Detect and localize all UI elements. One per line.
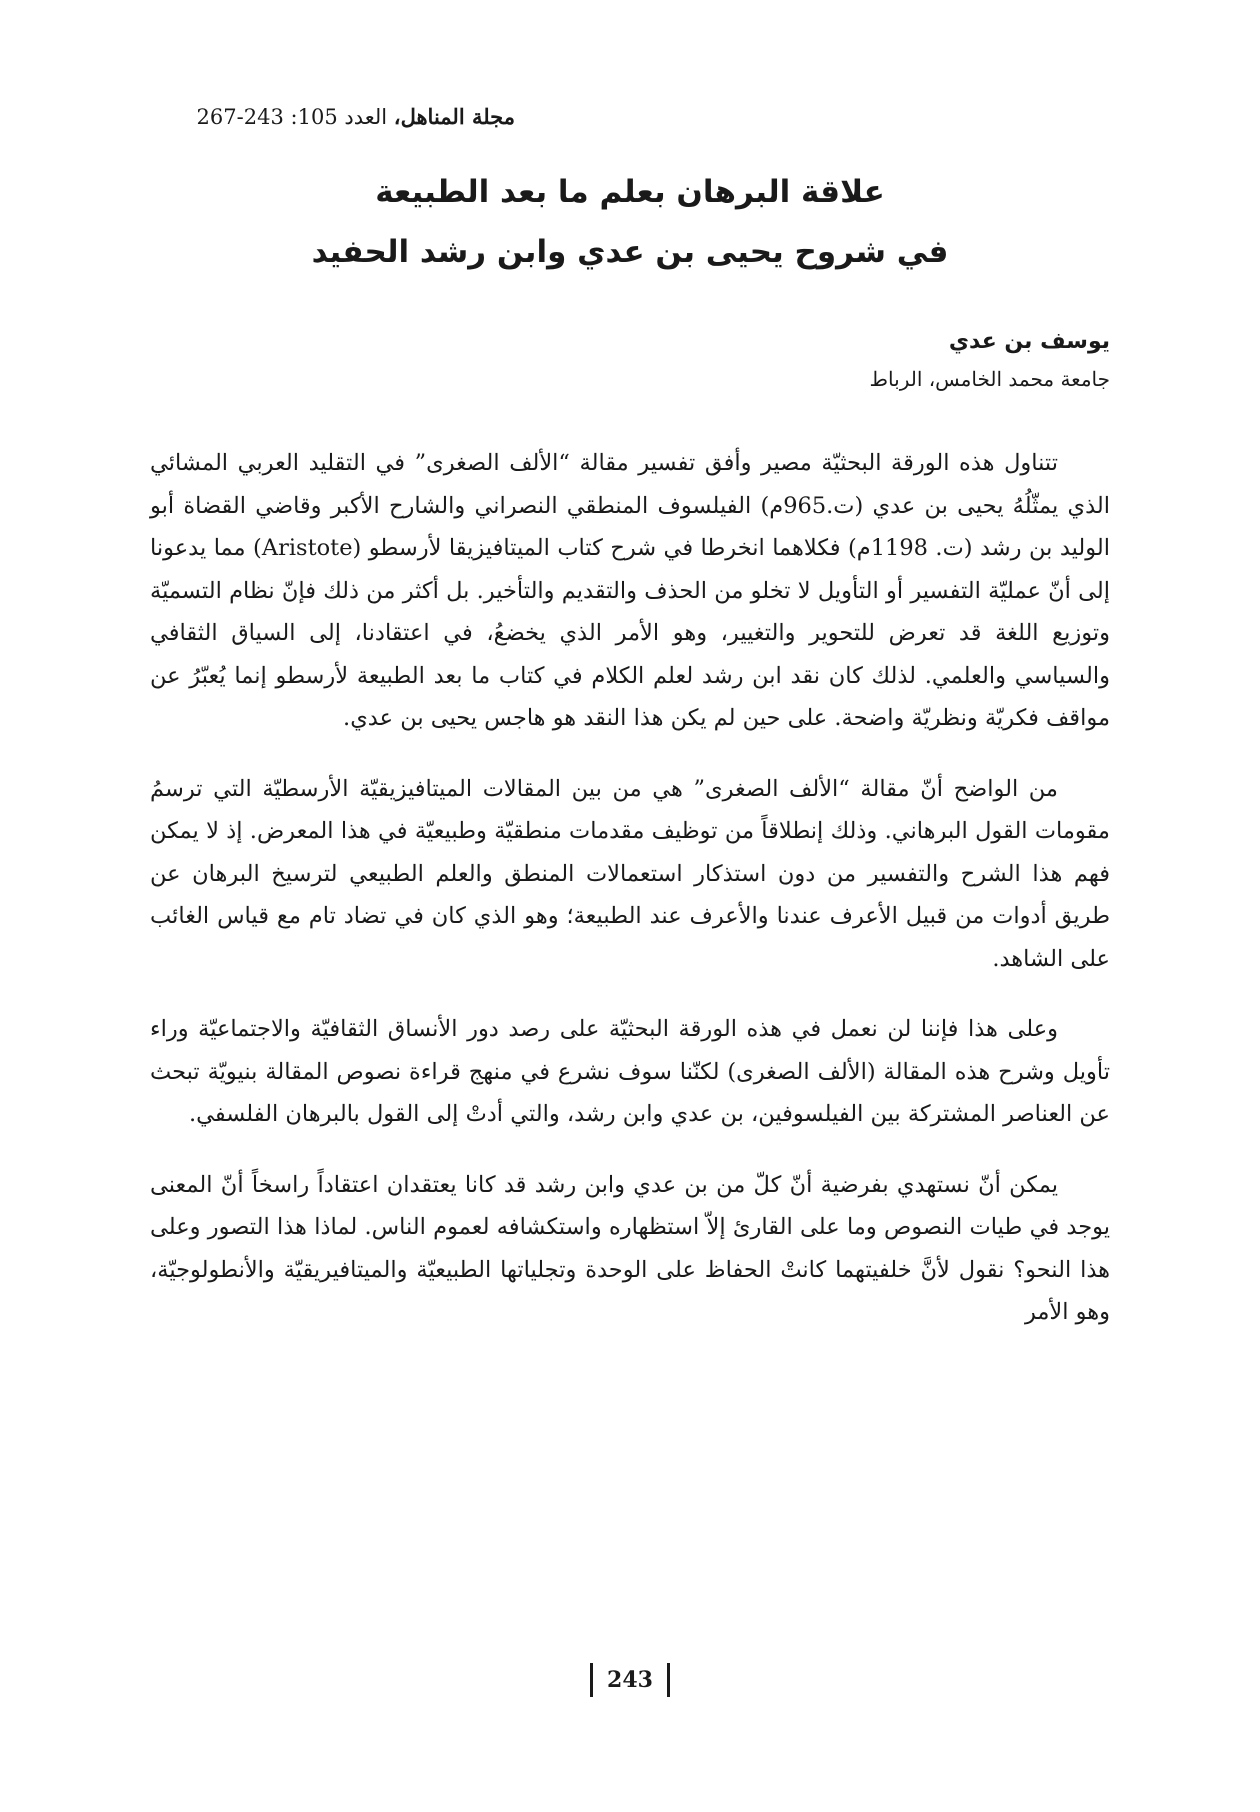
left-rule (590, 1663, 593, 1697)
body-paragraph-1: تتناول هذه الورقة البحثيّة مصير وأفق تفسير مقالة “الألف الصغرى” في التقليد العربي المشائي الذي يمثّلُهُ يحيى بن عدي (ت.965م) الفيلسوف المنطقي النصراني والشارح الأكبر وقاضي القضاة أبو الوليد بن رشد (ت. 1198م) فكلاهما انخرطا في شرح كتاب الميتافيزيقا لأرسطو (Aristote) مما يدعونا إلى أنّ عمليّة التفسير أو التأويل لا تخلو من الحذف والتقديم والتأخير. بل أكثر من ذلك فإنّ نظام التسميّة وتوزيع اللغة قد تعرض للتحوير والتغيير، وهو الأمر الذي يخضعُ، في اعتقادنا، إلى السياق الثقافي والسياسي والعلمي. لذلك كان نقد ابن رشد لعلم الكلام في كتاب ما بعد الطبيعة لأرسطو إنما يُعبّرُ عن مواقف فكريّة ونظريّة واضحة. على حين لم يكن هذا النقد هو هاجس يحيى بن عدي. (150, 450, 1110, 731)
right-rule (667, 1663, 670, 1697)
author-name: يوسف بن عدي (948, 329, 1110, 354)
page-number: 243 (607, 1667, 653, 1693)
title-line-1: علاقة البرهان بعلم ما بعد الطبيعة (375, 174, 885, 210)
running-header (155, 104, 515, 129)
page-footer (0, 1663, 1260, 1701)
author-affiliation: جامعة محمد الخامس، الرباط (869, 367, 1110, 391)
issue-info: العدد 105: 243-267 (196, 105, 388, 129)
body-paragraph-4: يمكن أنّ نستهدي بفرضية أنّ كلّ من بن عدي وابن رشد قد كانا يعتقدان اعتقاداً راسخاً أنّ المعنى يوجد في طيات النصوص وما على القارئ إلاّ استظهاره واستكشافه لعموم الناس. لماذا هذا التصور وعلى هذا النحو؟ نقول لأنَّ خلفيتهما كانتْ الحفاظ على الوحدة وتجلياتها الطبيعيّة والميتافيريقيّة والأنطولوجيّة، وهو الأمر (150, 1171, 1110, 1325)
body-paragraph-3: وعلى هذا فإننا لن نعمل في هذه الورقة البحثيّة على رصد دور الأنساق الثقافيّة والاجتماعيّة وراء تأويل وشرح هذه المقالة (الألف الصغرى) لكنّنا سوف نشرع في منهج قراءة نصوص المقالة بنيويّة تبحث عن العناصر المشتركة بين الفيلسوفين، بن عدي وابن رشد، والتي أدتْ إلى القول بالبرهان الفلسفي. (150, 1016, 1110, 1127)
page-number-box (590, 1663, 670, 1697)
author-block (870, 324, 1110, 398)
article-body (150, 442, 1110, 1362)
article-title (160, 162, 1100, 282)
journal-name: مجلة المناهل، (393, 104, 515, 129)
body-paragraph-2: من الواضح أنّ مقالة “الألف الصغرى” هي من بين المقالات الميتافيزيقيّة الأرسطيّة التي ترسمُ مقومات القول البرهاني. وذلك إنطلاقاً من توظيف مقدمات منطقيّة وطبيعيّة في هذا المعرض. إذ لا يمكن فهم هذا الشرح والتفسير من دون استذكار استعمالات المنطق والعلم الطبيعي لترسيخ البرهان عن طريق أدوات من قبيل الأعرف عندنا والأعرف عند الطبيعة؛ وهو الذي كان في تضاد تام مع قياس الغائب على الشاهد. (150, 775, 1110, 972)
title-line-2: في شروح يحيى بن عدي وابن رشد الحفيد (311, 234, 949, 270)
